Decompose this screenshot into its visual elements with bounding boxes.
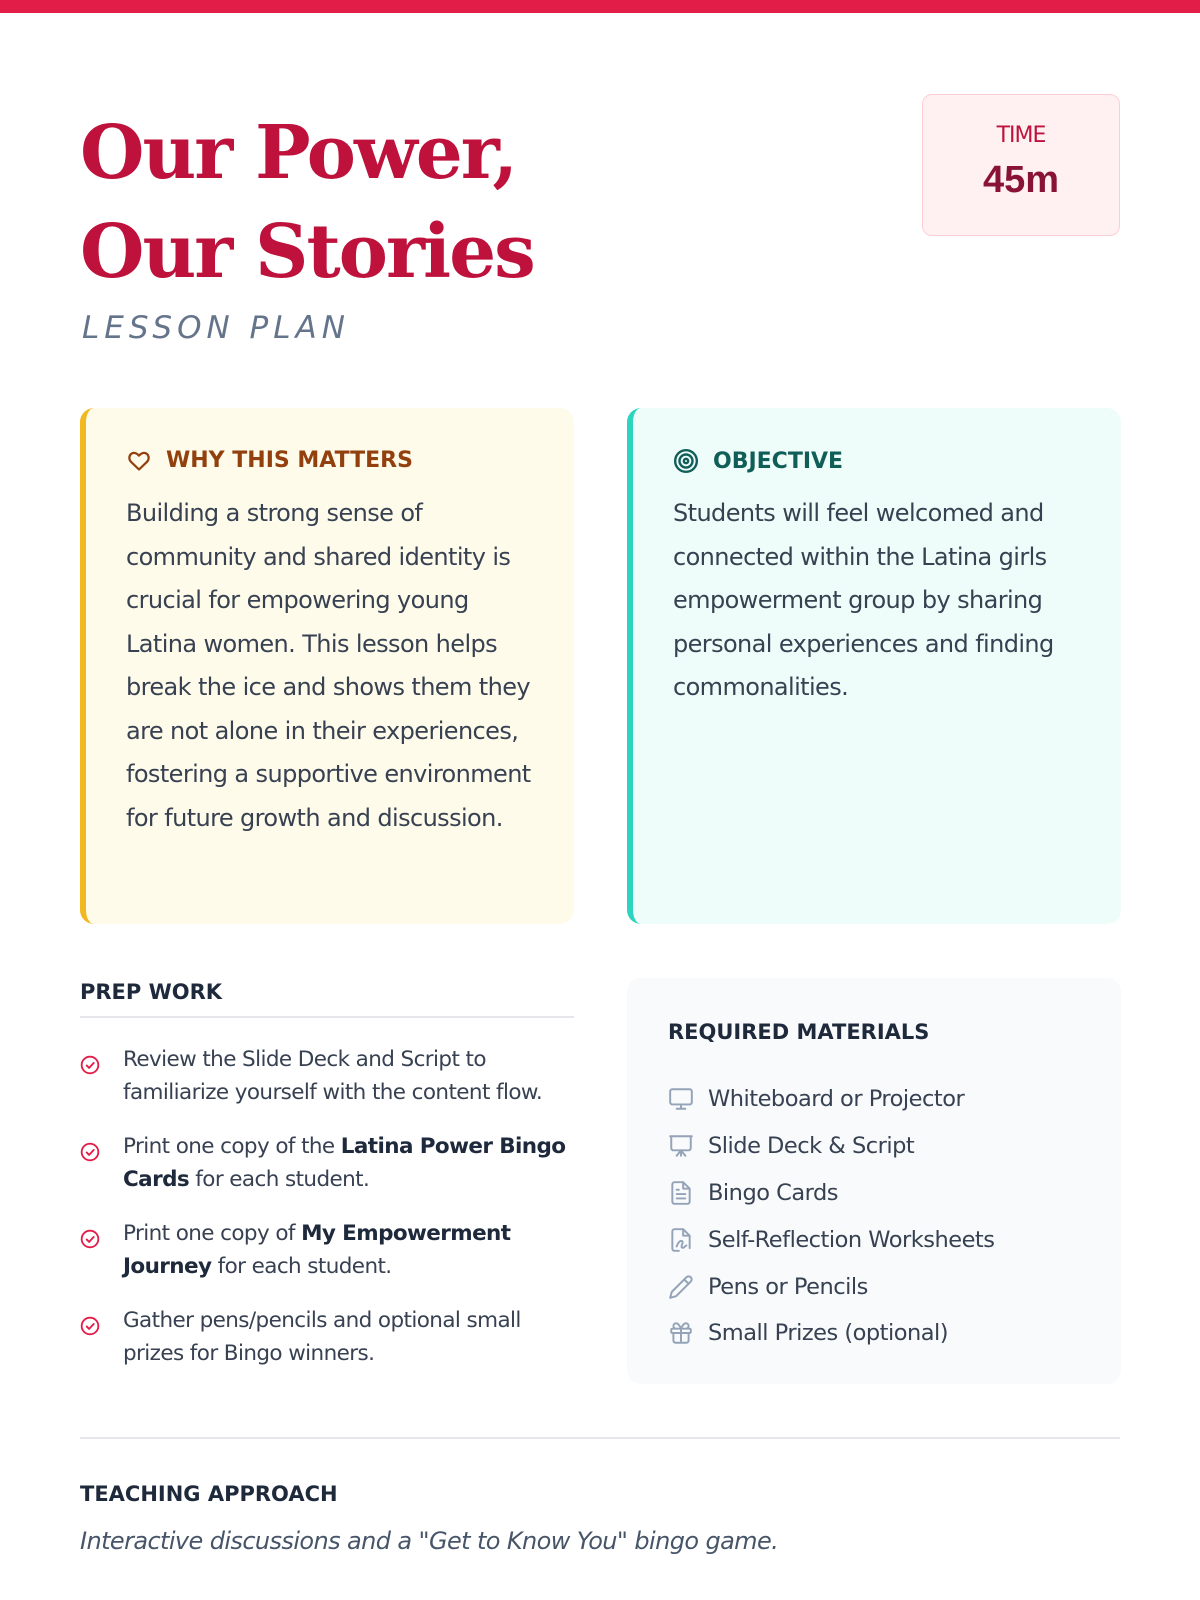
prep-work-divider (80, 1016, 574, 1018)
material-item (668, 1123, 994, 1170)
file-text-icon (668, 1180, 694, 1206)
prep-item-text: Gather pens/pencils and optional small prizes for Bingo winners. (123, 1308, 521, 1366)
material-label: Slide Deck & Script (708, 1133, 915, 1160)
material-item (668, 1263, 994, 1310)
page-title (80, 104, 534, 302)
why-this-matters-header (126, 448, 413, 473)
prep-item-text: Print one copy of the (123, 1134, 341, 1159)
why-this-matters-card (80, 408, 574, 924)
objective-card (627, 408, 1121, 924)
prep-item (80, 1130, 574, 1196)
why-this-matters-heading: WHY THIS MATTERS (166, 448, 413, 473)
prep-item-bold: My Empowerment Journey (123, 1221, 511, 1279)
file-signature-icon (668, 1227, 694, 1253)
teaching-approach-heading: TEACHING APPROACH (80, 1482, 338, 1506)
materials-list (668, 1076, 994, 1357)
material-label: Whiteboard or Projector (708, 1086, 965, 1113)
top-accent-bar (0, 0, 1200, 13)
prep-item-text: Print one copy of (123, 1221, 302, 1246)
objective-heading: OBJECTIVE (713, 448, 844, 474)
page-title-line-1: Our Power, (80, 110, 517, 196)
presentation-icon (668, 1133, 694, 1159)
material-item (668, 1310, 994, 1357)
prep-item-text-end: for each student. (211, 1254, 392, 1279)
page-subtitle: LESSON PLAN (82, 310, 350, 346)
prep-item (80, 1304, 574, 1370)
check-circle-icon (80, 1229, 100, 1249)
material-label: Self-Reflection Worksheets (708, 1226, 995, 1253)
material-label: Small Prizes (optional) (708, 1320, 949, 1347)
material-label: Pens or Pencils (708, 1273, 868, 1300)
required-materials-card (627, 978, 1121, 1384)
prep-work-heading: PREP WORK (80, 980, 223, 1004)
check-circle-icon (80, 1316, 100, 1336)
prep-item (80, 1217, 574, 1283)
prep-item-text-end: for each student. (189, 1167, 370, 1192)
time-label: TIME (996, 123, 1046, 148)
monitor-icon (668, 1086, 694, 1112)
why-this-matters-text: Building a strong sense of community and shared identity is crucial for empowering young Latina women. This lesson helps break the ice and shows them they are not alone in their experiences, fostering a supportive environment for future growth and discussion. (126, 499, 531, 832)
prep-work-list (80, 1043, 574, 1391)
prep-item-text: Review the Slide Deck and Script to familiarize yourself with the content flow. (123, 1047, 543, 1105)
pencil-icon (668, 1274, 694, 1300)
prep-item (80, 1043, 574, 1109)
required-materials-heading: REQUIRED MATERIALS (668, 1020, 930, 1044)
page-title-line-2: Our Stories (80, 209, 534, 295)
objective-header (673, 448, 843, 474)
time-value: 45m (982, 159, 1060, 201)
check-circle-icon (80, 1055, 100, 1075)
time-badge (922, 94, 1120, 236)
check-circle-icon (80, 1142, 100, 1162)
section-divider (80, 1437, 1120, 1439)
material-item (668, 1076, 994, 1123)
heart-icon (126, 449, 152, 473)
prep-item-bold: Latina Power Bingo Cards (123, 1134, 566, 1192)
material-item (668, 1170, 994, 1217)
gift-icon (668, 1320, 694, 1346)
target-icon (673, 448, 699, 474)
material-label: Bingo Cards (708, 1179, 839, 1206)
objective-text: Students will feel welcomed and connected within the Latina girls empowerment group by sharing personal experiences and finding commonalities. (673, 499, 1054, 701)
teaching-approach-text: Interactive discussions and a "Get to Know You" bingo game. (80, 1527, 779, 1555)
material-item (668, 1216, 994, 1263)
